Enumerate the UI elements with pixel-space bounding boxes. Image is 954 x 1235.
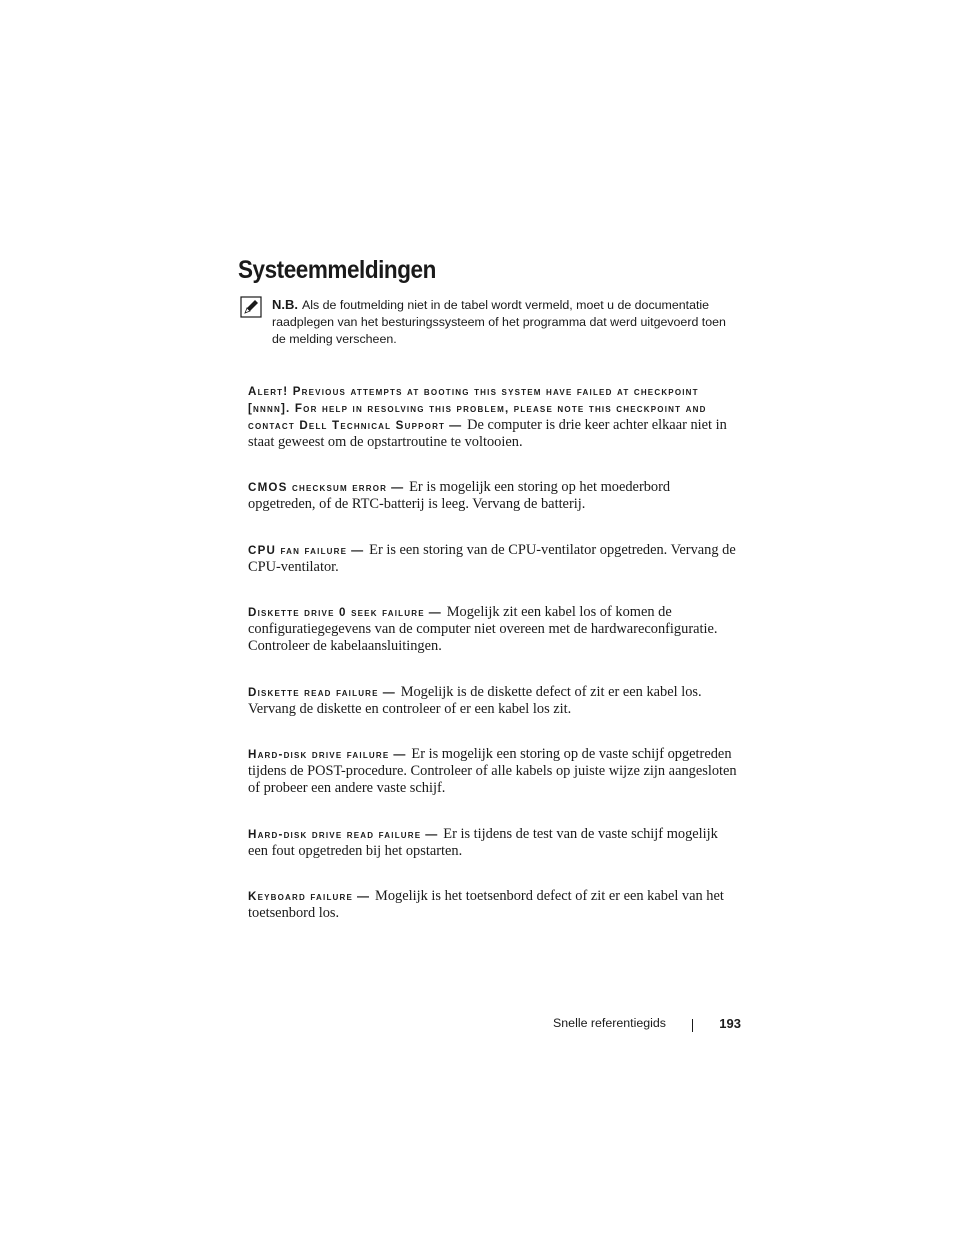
- message-entry: [248, 826, 738, 860]
- message-term: Diskette drive 0 seek failure: [248, 606, 425, 619]
- footer-label: Snelle referentiegids: [553, 1016, 666, 1030]
- message-term: CMOS checksum error: [248, 481, 388, 494]
- message-entry: [248, 684, 738, 718]
- message-term: Hard-disk drive failure: [248, 748, 390, 761]
- message-entry: [248, 746, 738, 797]
- page-title: Systeemmeldingen: [238, 256, 436, 284]
- message-entry: [248, 604, 738, 655]
- em-dash: —: [351, 543, 364, 557]
- message-description: De computer is drie keer achter elkaar niet in staat geweest om de opstartroutine te voltooien.: [248, 417, 727, 450]
- message-description: Mogelijk is het toetsenbord defect of zit er een kabel van het toetsenbord los.: [248, 888, 724, 921]
- message-description: Er is mogelijk een storing op het moederbord opgetreden, of de RTC-batterij is leeg. Vervang de batterij.: [248, 479, 671, 512]
- message-term: Alert! Previous attempts at booting this system have failed at checkpoint [nnnn]. For help in resolving this problem, please note this checkpoint and contact Dell Technical Support: [248, 385, 707, 432]
- message-term: Diskette read failure: [248, 686, 379, 699]
- page-number: 193: [719, 1016, 741, 1031]
- note-label: N.B.: [272, 297, 298, 312]
- message-description: Mogelijk zit een kabel los of komen de configuratiegegevens van de computer niet overeen met de hardwareconfiguratie. Controleer de kabelaansluitingen.: [248, 604, 718, 654]
- em-dash: —: [449, 418, 462, 432]
- em-dash: —: [393, 747, 406, 761]
- message-term: CPU fan failure: [248, 544, 348, 557]
- message-description: Er is een storing van de CPU-ventilator opgetreden. Vervang de CPU-ventilator.: [248, 542, 736, 575]
- message-entry: [248, 479, 738, 513]
- em-dash: —: [391, 480, 404, 494]
- em-dash: —: [382, 685, 395, 699]
- message-term: Keyboard failure: [248, 890, 354, 903]
- message-term: Hard-disk drive read failure: [248, 828, 422, 841]
- em-dash: —: [357, 889, 370, 903]
- message-description: Mogelijk is de diskette defect of zit er een kabel los. Vervang de diskette en controleer of er een kabel los zit.: [248, 684, 702, 717]
- footer-separator: [692, 1019, 693, 1032]
- note-text: Als de foutmelding niet in de tabel wordt vermeld, moet u de documentatie raadplegen van het besturingssysteem of het programma dat werd uitgevoerd toen de melding verscheen.: [272, 298, 726, 346]
- em-dash: —: [428, 605, 441, 619]
- message-description: Er is mogelijk een storing op de vaste schijf opgetreden tijdens de POST-procedure. Controleer of alle kabels op juiste wijze zijn aangesloten of probeer een andere vaste schijf.: [248, 746, 737, 796]
- message-entry: [248, 383, 738, 451]
- message-entry: [248, 542, 738, 576]
- em-dash: —: [425, 827, 438, 841]
- pencil-note-icon: [240, 296, 262, 318]
- message-description: Er is tijdens de test van de vaste schijf mogelijk een fout opgetreden bij het opstarten.: [248, 826, 718, 859]
- note: [272, 296, 742, 348]
- message-entry: [248, 888, 738, 922]
